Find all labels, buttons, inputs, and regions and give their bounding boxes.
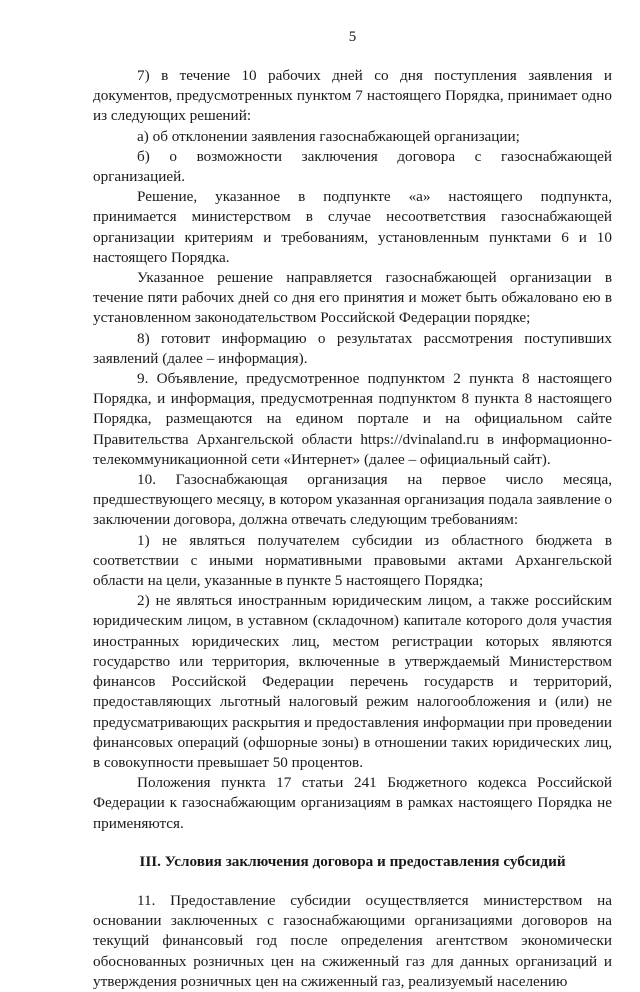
paragraph-item-8-information: 8) готовит информацию о результатах рассмотрения поступивших заявлений (далее – информация). [93,329,612,367]
section-heading: III. Условия заключения договора и предоставления субсидий [139,852,566,870]
document-page [93,28,612,990]
paragraph-subitem-b: б) о возможности заключения договора с газоснабжающей организацией. [93,147,612,186]
paragraph-subitem-a: а) об отклонении заявления газоснабжающей организации; [137,127,520,145]
paragraph-decision-notice: Указанное решение направляется газоснабжающей организации в течение пяти рабочих дней со дня его принятия и может быть обжаловано ею в установленном законодательством Российской Федерации порядке; [93,269,612,327]
paragraph-decision-a: Решение, указанное в подпункте «а» настоящего подпункта, принимается министерством в случае несоответствия газоснабжающей организации критериям и требованиям, установленным пунктами 6 и 10 настоящего Порядка. [93,188,612,266]
paragraph-point-11: 11. Предоставление субсидии осуществляется министерством на основании заключенных с газоснабжающими организациями договоров на текущий финансовый год после определения агентством экономически обоснованных розничных цен на сжиженный газ для данных организаций и утверждения розничных цен на сжиженный газ, реализуемый населению [93,891,612,990]
page-number: 5 [348,29,357,45]
paragraph-requirement-1: 1) не являться получателем субсидии из областного бюджета в соответствии с иными нормативными правовыми актами Архангельской области на цели, указанные в пункте 5 настоящего Порядка; [93,531,612,590]
paragraph-point-9: 9. Объявление, предусмотренное подпунктом 2 пункта 8 настоящего Порядка, и информация, предусмотренная подпунктом 8 пункта 8 настоящего Порядка, размещаются на едином портале и на официальном сайте Правительства Архангельской области https://dvinaland.ru в информационно-телекоммуникационной сети «Интернет» (далее – официальный сайт). [93,370,612,468]
paragraph-item-7-decision: 7) в течение 10 рабочих дней со дня поступления заявления и документов, предусмотренных пунктом 7 настоящего Порядка, принимает одно из следующих решений: [93,67,612,125]
paragraph-requirement-2: 2) не являться иностранным юридическим лицом, а также российским юридическим лицом, в уставном (складочном) капитале которого доля участия иностранных юридических лиц, местом регистрации которых являются государство или территория, включенные в утверждаемый Министерством финансов Российской Федерации перечень государств и территорий, предоставляющих льготный налоговый режим налогообложения и (или) не предусматривающих раскрытия и предоставления информации при проведении финансовых операций (офшорные зоны) в отношении таких юридических лиц, в совокупности превышает 50 процентов. [93,592,612,771]
paragraph-budget-code: Положения пункта 17 статьи 241 Бюджетного кодекса Российской Федерации к газоснабжающим организациям в рамках настоящего Порядка не применяются. [93,774,612,832]
paragraph-point-10: 10. Газоснабжающая организация на первое число месяца, предшествующего месяцу, в котором указанная организация подала заявление о заключении договора, должна отвечать следующим требованиям: [93,471,612,529]
